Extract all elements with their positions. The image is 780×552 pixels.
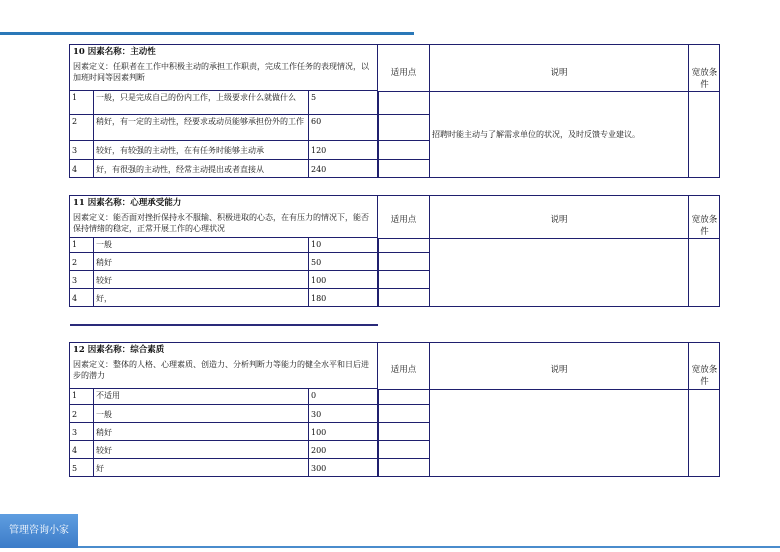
level-description: 较好 xyxy=(96,276,112,285)
column-explanation: 说明 xyxy=(550,68,568,78)
column-explanation: 说明 xyxy=(550,365,568,375)
level-points: 100 xyxy=(311,276,327,285)
explanation-text: 招聘时能主动与了解需求单位的状况，及时反馈专业建议。 xyxy=(432,130,640,139)
applicable-box[interactable] xyxy=(379,289,429,307)
level-number: 2 xyxy=(72,258,78,267)
level-description: 较好 xyxy=(96,446,112,455)
level-list xyxy=(70,91,377,178)
level-row xyxy=(70,405,377,423)
column-relax: 宽放条件 xyxy=(691,215,718,237)
section-divider xyxy=(70,324,378,326)
level-number: 4 xyxy=(72,446,78,455)
level-row xyxy=(70,238,377,253)
level-description: 稍好，有一定的主动性，经要求或动员能够承担份外的工作 xyxy=(96,117,304,126)
factor-title: 10 因素名称：主动性 xyxy=(73,47,156,57)
level-points: 300 xyxy=(311,464,327,473)
footer-rule xyxy=(78,546,780,548)
factor-definition: 因素定义：任职者在工作中积极主动的承担工作职责，完成工作任务的表现情况，以加班时间等因素判断 xyxy=(73,62,369,82)
factor-title: 12 因素名称：综合素质 xyxy=(73,345,165,355)
factor-table-overall-quality xyxy=(69,342,720,477)
factor-table-stress xyxy=(69,195,720,307)
level-description: 较好，有较强的主动性，在有任务时能够主动承 xyxy=(96,146,264,155)
level-row xyxy=(70,271,377,289)
applicable-box[interactable] xyxy=(379,459,429,477)
level-number: 4 xyxy=(72,165,78,174)
level-row xyxy=(70,459,377,477)
level-row xyxy=(70,423,377,441)
level-list xyxy=(70,389,377,477)
level-number: 4 xyxy=(72,294,78,303)
factor-definition: 因素定义：能否面对挫折保持永不服输、积极进取的心态，在有压力的情况下，能否保持情绪的稳定，正常开展工作的心理状况 xyxy=(73,213,369,233)
level-points: 180 xyxy=(311,294,327,303)
applicable-box[interactable] xyxy=(379,141,429,160)
applicable-box[interactable] xyxy=(379,91,429,115)
level-number: 3 xyxy=(72,146,78,155)
level-description: 不适用 xyxy=(96,391,120,400)
level-row xyxy=(70,441,377,459)
level-row xyxy=(70,289,377,307)
factor-header xyxy=(70,196,377,238)
level-number: 5 xyxy=(72,464,78,473)
column-explanation: 说明 xyxy=(550,215,568,225)
level-number: 2 xyxy=(72,117,78,126)
factor-title: 11 因素名称：心理承受能力 xyxy=(73,198,182,208)
applicable-box[interactable] xyxy=(379,160,429,178)
column-applicable: 适用点 xyxy=(390,68,417,78)
level-points: 200 xyxy=(311,446,327,455)
level-points: 120 xyxy=(311,146,327,155)
column-applicable: 适用点 xyxy=(390,365,417,375)
level-row xyxy=(70,91,377,115)
factor-header xyxy=(70,45,377,91)
applicable-checkboxes xyxy=(378,91,430,178)
level-row xyxy=(70,253,377,271)
level-description: 一般 xyxy=(96,240,112,249)
factor-header xyxy=(70,343,377,389)
factor-table-initiative xyxy=(69,44,720,178)
level-points: 30 xyxy=(311,410,322,419)
level-description: 好 xyxy=(96,464,104,473)
level-row xyxy=(70,115,377,141)
applicable-checkboxes xyxy=(378,389,430,477)
level-row xyxy=(70,160,377,178)
level-number: 1 xyxy=(72,93,78,102)
applicable-box[interactable] xyxy=(379,253,429,271)
column-applicable: 适用点 xyxy=(390,215,417,225)
level-points: 100 xyxy=(311,428,327,437)
level-points: 240 xyxy=(311,165,327,174)
level-description: 稍好 xyxy=(96,428,112,437)
level-description: 一般 xyxy=(96,410,112,419)
level-number: 1 xyxy=(72,240,78,249)
level-points: 0 xyxy=(311,391,317,400)
level-number: 3 xyxy=(72,428,78,437)
applicable-box[interactable] xyxy=(379,423,429,441)
applicable-box[interactable] xyxy=(379,441,429,459)
level-description: 好， xyxy=(96,294,112,303)
applicable-box[interactable] xyxy=(379,271,429,289)
level-number: 2 xyxy=(72,410,78,419)
level-description: 稍好 xyxy=(96,258,112,267)
applicable-checkboxes xyxy=(378,238,430,307)
level-description: 一般，只是完成自己的份内工作，上级要求什么就做什么 xyxy=(96,93,296,102)
applicable-box[interactable] xyxy=(379,389,429,405)
top-rule xyxy=(0,32,414,35)
applicable-box[interactable] xyxy=(379,238,429,253)
applicable-box[interactable] xyxy=(379,405,429,423)
level-description: 好，有很强的主动性，经常主动提出或者直接从 xyxy=(96,165,264,174)
level-points: 10 xyxy=(311,240,322,249)
column-relax: 宽放条件 xyxy=(691,68,718,90)
applicable-box[interactable] xyxy=(379,115,429,141)
factor-definition: 因素定义：整体的人格、心理素质、创造力、分析判断力等能力的健全水平和日后进步的潜力 xyxy=(73,360,369,380)
level-points: 60 xyxy=(311,117,322,126)
column-relax: 宽放条件 xyxy=(691,365,718,387)
level-row xyxy=(70,389,377,405)
level-points: 5 xyxy=(311,93,317,102)
brand-badge[interactable]: 管理咨询小家 xyxy=(0,514,78,548)
level-number: 3 xyxy=(72,276,78,285)
level-list xyxy=(70,238,377,307)
level-number: 1 xyxy=(72,391,78,400)
level-row xyxy=(70,141,377,160)
level-points: 50 xyxy=(311,258,322,267)
